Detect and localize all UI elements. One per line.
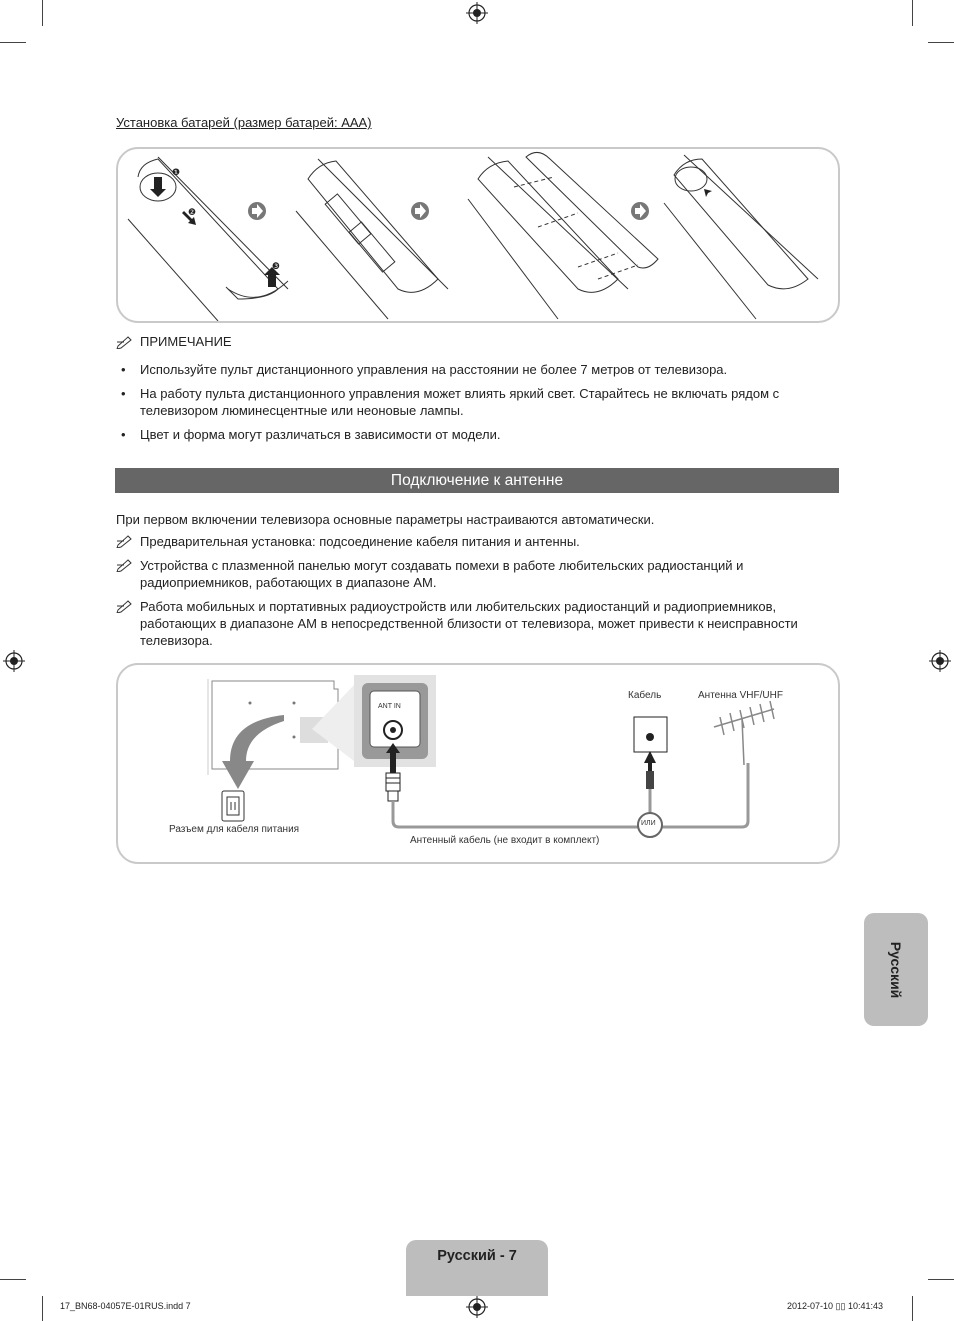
power-socket-icon bbox=[222, 791, 244, 821]
power-socket-label: Разъем для кабеля питания bbox=[169, 824, 300, 835]
coax-plug-icon bbox=[646, 771, 654, 789]
note-item-text: Используйте пульт дистанционного управления на расстоянии не более 7 метров от телевизора. bbox=[140, 362, 728, 377]
antenna-diagram bbox=[116, 663, 840, 864]
footer-file: 17_BN68-04057E-01RUS.indd 7 bbox=[60, 1301, 191, 1311]
step-3-label: ❸ bbox=[272, 262, 281, 272]
note-item-text: На работу пульта дистанционного управления может влиять яркий свет. Старайтесь не включать рядом с телевизором люминесцентные или неоновые лампы. bbox=[140, 386, 780, 418]
crop-mark bbox=[928, 42, 954, 43]
crop-mark bbox=[0, 42, 26, 43]
crop-mark bbox=[0, 1279, 26, 1280]
antenna-section-title: Подключение к антенне bbox=[115, 468, 839, 493]
footer-datetime: 2012-07-10 ▯▯ 10:41:43 bbox=[787, 1301, 883, 1311]
note-item bbox=[121, 361, 830, 378]
step-1-label: ❶ bbox=[172, 168, 181, 178]
note-icon bbox=[116, 599, 134, 613]
next-step-arrow-icon bbox=[411, 202, 429, 220]
crop-mark bbox=[42, 1296, 43, 1321]
page-number-tab: Русский - 7 bbox=[406, 1240, 548, 1296]
registration-mark-icon bbox=[929, 650, 951, 672]
remote-battery-steps-illustration bbox=[118, 149, 838, 321]
coax-plug-icon bbox=[386, 773, 400, 801]
or-label: ИЛИ bbox=[641, 820, 656, 827]
crop-mark bbox=[42, 0, 43, 26]
antenna-note bbox=[140, 533, 835, 550]
antenna-note-text: Устройства с плазменной панелью могут создавать помехи в работе любительских радиостанций и радиоприемников, работающих в диапазоне AM. bbox=[140, 558, 744, 590]
antenna-cable-label: Антенный кабель (не входит в комплект) bbox=[410, 835, 600, 846]
battery-heading: Установка батарей (размер батарей: AAA) bbox=[116, 115, 372, 130]
ant-in-label: ANT IN bbox=[378, 703, 401, 710]
note-item bbox=[121, 426, 830, 443]
note-icon bbox=[116, 558, 134, 572]
antenna-note bbox=[140, 557, 835, 591]
bullet: • bbox=[121, 362, 126, 377]
antenna-intro: При первом включении телевизора основные параметры настраиваются автоматически. bbox=[116, 512, 655, 527]
note-icon bbox=[116, 534, 134, 548]
antenna-note bbox=[140, 598, 835, 649]
bullet: • bbox=[121, 386, 126, 401]
antenna-note-text: Предварительная установка: подсоединение кабеля питания и антенны. bbox=[140, 534, 580, 549]
crop-mark bbox=[928, 1279, 954, 1280]
note-icon bbox=[116, 335, 134, 349]
language-side-tab bbox=[864, 913, 928, 1026]
cable-outlet-icon bbox=[634, 717, 667, 752]
vhf-uhf-label: Антенна VHF/UHF bbox=[698, 690, 783, 701]
language-side-tab-label: Русский bbox=[888, 941, 904, 998]
antenna-note-text: Работа мобильных и портативных радиоустройств или любительских радиостанций и радиоприемников, работающих в диапазоне AM в непосредственной близости от телевизора, может привести к неисправности телевизора. bbox=[140, 599, 798, 648]
registration-mark-icon bbox=[466, 2, 488, 24]
note-title: ПРИМЕЧАНИЕ bbox=[140, 334, 232, 349]
crop-mark bbox=[912, 1296, 913, 1321]
note-item-text: Цвет и форма могут различаться в зависимости от модели. bbox=[140, 427, 501, 442]
bullet: • bbox=[121, 427, 126, 442]
battery-illustration bbox=[116, 147, 840, 323]
next-step-arrow-icon bbox=[631, 202, 649, 220]
note-item bbox=[121, 385, 830, 419]
direction-arrow-icon bbox=[222, 715, 284, 789]
next-step-arrow-icon bbox=[248, 202, 266, 220]
registration-mark-icon bbox=[3, 650, 25, 672]
plug-arrow-icon bbox=[644, 751, 656, 771]
registration-mark-icon bbox=[466, 1296, 488, 1318]
crop-mark bbox=[912, 0, 913, 26]
step-2-label: ❷ bbox=[188, 208, 197, 218]
antenna-icon bbox=[714, 701, 774, 765]
cable-label: Кабель bbox=[628, 690, 662, 701]
